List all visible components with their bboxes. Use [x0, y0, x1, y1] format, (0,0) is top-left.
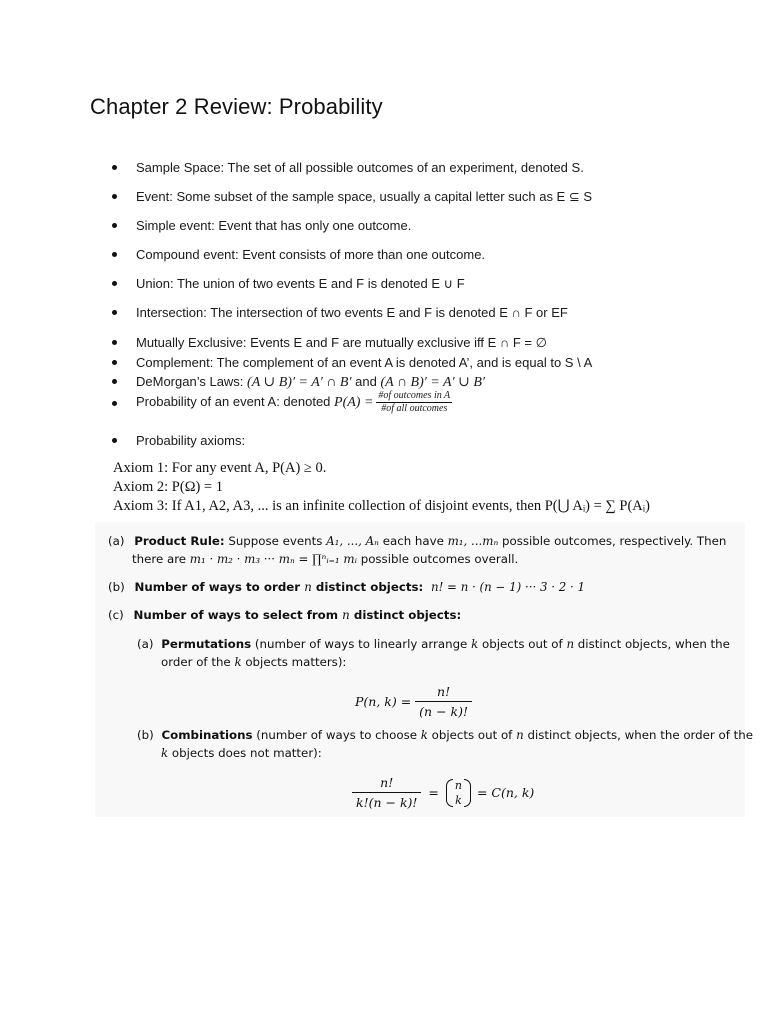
combinations-k: k: [420, 728, 428, 742]
product-rule-text: possible outcomes overall.: [356, 552, 519, 566]
product-rule-text: each have: [378, 534, 448, 548]
ordering-rule-title-text: Number of ways to order: [134, 580, 305, 594]
permutations-line-2: [161, 655, 346, 670]
combinations-rhs: = C(n, k): [476, 785, 535, 800]
combinations-marker: (b): [137, 728, 154, 742]
bullet-icon: [112, 401, 117, 406]
product-rule-formula: m₁ · m₂ · m₃ ··· mₙ = ∏ⁿᵢ₌₁ mᵢ: [189, 552, 357, 566]
permutations-text: (number of ways to linearly arrange: [251, 637, 472, 651]
binomial-top: n: [454, 778, 462, 792]
permutations-fraction: [415, 684, 472, 719]
probability-numerator: #of outcomes in A: [378, 390, 451, 401]
compound-event-definition: Compound event: Event consists of more than one outcome.: [136, 247, 486, 262]
probability-label: Probability of an event A: denoted: [136, 393, 335, 409]
combinations-text: objects does not matter):: [168, 746, 322, 760]
bullet-icon: [112, 252, 117, 257]
combinations-text: (number of ways to choose: [252, 728, 421, 742]
permutations-text: objects matters):: [241, 655, 347, 669]
combinations-text: objects out of: [427, 728, 517, 742]
demorgan-and: and: [351, 374, 381, 389]
bullet-icon: [112, 379, 117, 384]
demorgan-label: DeMorgan’s Laws:: [136, 374, 248, 389]
factorial-formula: n! = n · (n − 1) ··· 3 · 2 · 1: [430, 580, 585, 594]
bullet-icon: [112, 438, 117, 443]
ordering-rule-n: n: [304, 580, 312, 594]
combinations-denominator: k!(n − k)!: [356, 795, 418, 810]
selection-rule: [108, 608, 461, 623]
ordering-rule-marker: (b): [108, 580, 125, 594]
product-rule-text: Suppose events: [224, 534, 327, 548]
combinations-line-1: [137, 728, 753, 743]
combinations-k: k: [161, 746, 169, 760]
binomial-coefficient: [446, 778, 471, 808]
bullet-icon: [112, 165, 117, 170]
combinations-line-2: [161, 746, 322, 761]
product-rule-math: A₁, ..., Aₙ: [326, 534, 379, 548]
permutations-text: distinct objects, when the: [574, 637, 730, 651]
permutations-numerator: n!: [415, 684, 472, 702]
combinations-formula: [352, 775, 534, 810]
probability-axioms-label: Probability axioms:: [136, 433, 246, 448]
product-rule-text: possible outcomes, respectively. Then: [498, 534, 727, 548]
combinations-fraction: [352, 775, 421, 810]
axiom-2: Axiom 2: P(Ω) = 1: [113, 479, 223, 495]
permutations-k: k: [471, 637, 479, 651]
permutations-line-1: [137, 637, 730, 652]
permutations-text: objects out of: [478, 637, 567, 651]
permutations-marker: (a): [137, 637, 154, 651]
simple-event-definition: Simple event: Event that has only one outcome.: [136, 218, 412, 233]
permutations-n: n: [566, 637, 575, 651]
probability-definition: [136, 390, 452, 415]
product-rule-line-2: [132, 552, 518, 567]
product-rule-title: Product Rule:: [134, 534, 225, 548]
demorgan-law-1: (A ∪ B)′ = A′ ∩ B′: [247, 375, 352, 390]
selection-rule-marker: (c): [108, 608, 124, 622]
binomial-bottom: k: [455, 793, 462, 807]
bullet-icon: [112, 340, 117, 345]
intersection-definition: Intersection: The intersection of two events E and F is denoted E ∩ F or EF: [136, 305, 568, 320]
product-rule-marker: (a): [108, 534, 125, 548]
combinations-equals: =: [428, 785, 439, 800]
combinations-numerator: n!: [352, 775, 421, 793]
combinations-n: n: [516, 728, 524, 742]
bullet-icon: [112, 310, 117, 315]
page-title: Chapter 2 Review: Probability: [90, 94, 383, 119]
selection-rule-title-text: distinct objects:: [349, 608, 462, 622]
selection-rule-n: n: [342, 608, 350, 622]
product-rule-math: m₁, ...mₙ: [447, 534, 499, 548]
bullet-icon: [112, 281, 117, 286]
permutations-lhs: P(n, k) =: [355, 694, 412, 709]
permutations-text: order of the: [161, 655, 235, 669]
probability-lhs: P(A) =: [334, 394, 374, 410]
complement-definition: Complement: The complement of an event A is denoted A’, and is equal to S \ A: [136, 355, 593, 370]
combinations-text: distinct objects, when the order of the: [523, 728, 754, 742]
demorgan-laws: [136, 374, 485, 391]
probability-fraction: [376, 390, 452, 415]
probability-denominator: #of all outcomes: [381, 403, 448, 414]
selection-rule-title-text: Number of ways to select from: [133, 608, 343, 622]
demorgan-law-2: (A ∩ B)′ = A′ ∪ B′: [380, 375, 485, 390]
ordering-rule: [108, 580, 585, 595]
bullet-icon: [112, 194, 117, 199]
ordering-rule-title: [134, 580, 423, 594]
bullet-icon: [112, 223, 117, 228]
mutually-exclusive-definition: Mutually Exclusive: Events E and F are mutually exclusive iff E ∩ F = ∅: [136, 335, 547, 350]
event-definition: Event: Some subset of the sample space, usually a capital letter such as E ⊆ S: [136, 189, 593, 204]
ordering-rule-title-text: distinct objects:: [311, 580, 424, 594]
sample-space-definition: Sample Space: The set of all possible outcomes of an experiment, denoted S.: [136, 160, 584, 175]
permutations-k: k: [234, 655, 242, 669]
permutations-formula: [355, 684, 472, 719]
union-definition: Union: The union of two events E and F is denoted E ∪ F: [136, 276, 465, 291]
permutations-title: Permutations: [161, 637, 252, 651]
product-rule-line-1: [108, 534, 726, 549]
permutations-denominator: (n − k)!: [419, 704, 468, 719]
selection-rule-title: [133, 608, 461, 622]
axiom-1: Axiom 1: For any event A, P(A) ≥ 0.: [113, 460, 327, 476]
bullet-icon: [112, 360, 117, 365]
combinations-title: Combinations: [161, 728, 253, 742]
product-rule-text: there are: [132, 552, 190, 566]
axiom-3: Axiom 3: If A1, A2, A3, ... is an infinite collection of disjoint events, then P(⋃ Aᵢ) = ∑ P(Aᵢ): [113, 498, 650, 514]
